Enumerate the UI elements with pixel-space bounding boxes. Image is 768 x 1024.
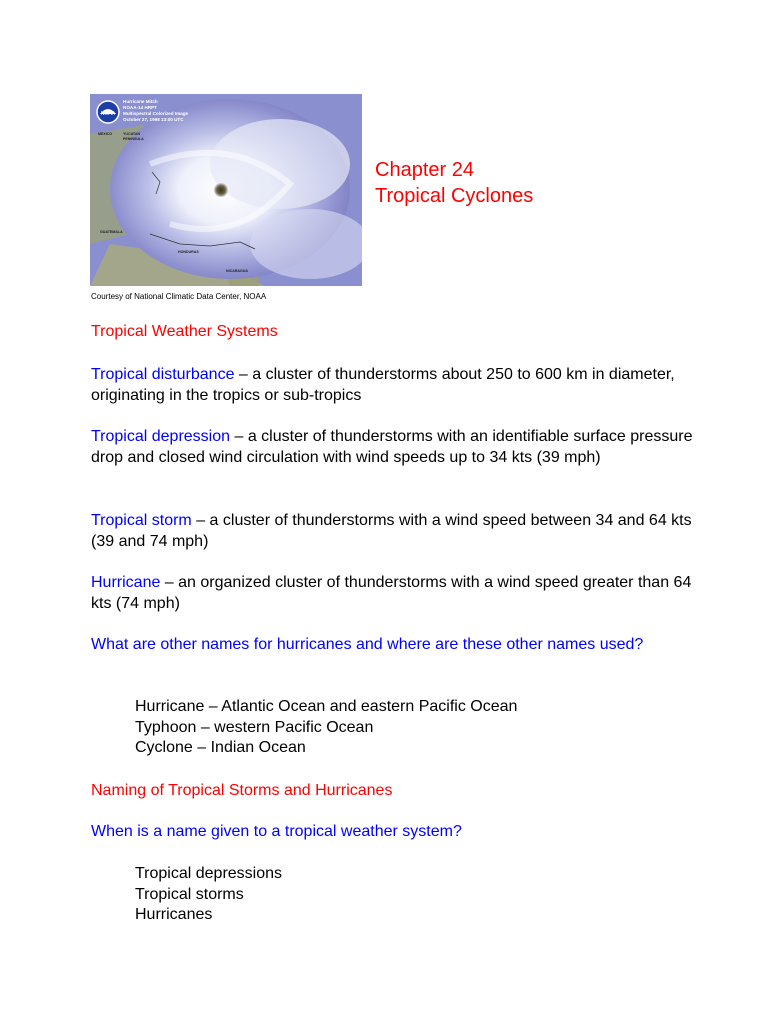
image-title-line-4: October 27, 1998 13:00 UTC bbox=[123, 117, 184, 122]
hurricane-eye-mark bbox=[214, 183, 228, 197]
paragraph-tropical-depression bbox=[91, 426, 701, 468]
chapter-number: Chapter 24 bbox=[375, 159, 474, 181]
map-label-guatemala: GUATEMALA bbox=[100, 230, 123, 234]
definition-tropical-depression: – a cluster of thunderstorms with an identifiable surface pressure drop and closed wind circulation with wind speeds up to 34 kts (39 mph) bbox=[91, 428, 693, 466]
heading-tropical-weather-systems: Tropical Weather Systems bbox=[91, 323, 278, 340]
image-caption: Courtesy of National Climatic Data Center, NOAA bbox=[91, 292, 267, 301]
list-item: Tropical storms bbox=[135, 885, 244, 903]
list-item: Cyclone – Indian Ocean bbox=[135, 739, 306, 756]
map-label-mexico: MEXICO bbox=[98, 132, 113, 136]
term-hurricane: Hurricane bbox=[91, 574, 161, 591]
list-item: Hurricanes bbox=[135, 906, 213, 923]
named-systems-list bbox=[135, 864, 282, 926]
paragraph-tropical-disturbance bbox=[91, 364, 701, 406]
map-label-honduras: HONDURAS bbox=[178, 250, 199, 254]
definition-hurricane: – an organized cluster of thunderstorms with a wind speed greater than 64 kts (74 mph) bbox=[91, 574, 692, 612]
term-tropical-storm: Tropical storm bbox=[91, 512, 192, 529]
question-when-named: When is a name given to a tropical weather system? bbox=[91, 823, 462, 840]
paragraph-tropical-storm bbox=[91, 510, 701, 552]
term-tropical-depression: Tropical depression bbox=[91, 428, 231, 445]
definition-tropical-storm: – a cluster of thunderstorms with a wind speed between 34 and 64 kts (39 and 74 mph) bbox=[91, 512, 692, 550]
image-title-line-3: Multispectral Colorized Image bbox=[123, 111, 189, 116]
list-item: Tropical depressions bbox=[135, 865, 283, 882]
hurricane-satellite-image bbox=[90, 94, 362, 286]
list-item: Hurricane – Atlantic Ocean and eastern Pacific Ocean bbox=[135, 698, 518, 715]
paragraph-hurricane bbox=[91, 572, 701, 614]
list-item: Typhoon – western Pacific Ocean bbox=[135, 718, 374, 736]
image-title-line-2: NOAA-14 HRPT bbox=[123, 105, 157, 110]
chapter-subtitle: Tropical Cyclones bbox=[375, 185, 534, 207]
map-label-nicaragua: NICARAGUA bbox=[226, 269, 248, 273]
term-tropical-disturbance: Tropical disturbance bbox=[91, 366, 235, 383]
definition-tropical-disturbance: – a cluster of thunderstorms about 250 to 600 km in diameter, originating in the tropics or sub-tropics bbox=[91, 366, 675, 404]
chapter-title bbox=[375, 157, 533, 209]
heading-naming: Naming of Tropical Storms and Hurricanes bbox=[91, 782, 393, 799]
map-label-yucatan: YUCATAN bbox=[123, 132, 141, 136]
image-title-line-1: Hurricane Mitch bbox=[123, 99, 158, 104]
other-names-list bbox=[135, 697, 517, 759]
map-label-peninsula: PENINSULA bbox=[123, 137, 144, 141]
question-other-names: What are other names for hurricanes and where are these other names used? bbox=[91, 636, 644, 653]
noaa-logo-text: NOAA bbox=[100, 111, 116, 117]
satellite-image-graphic bbox=[90, 94, 362, 286]
